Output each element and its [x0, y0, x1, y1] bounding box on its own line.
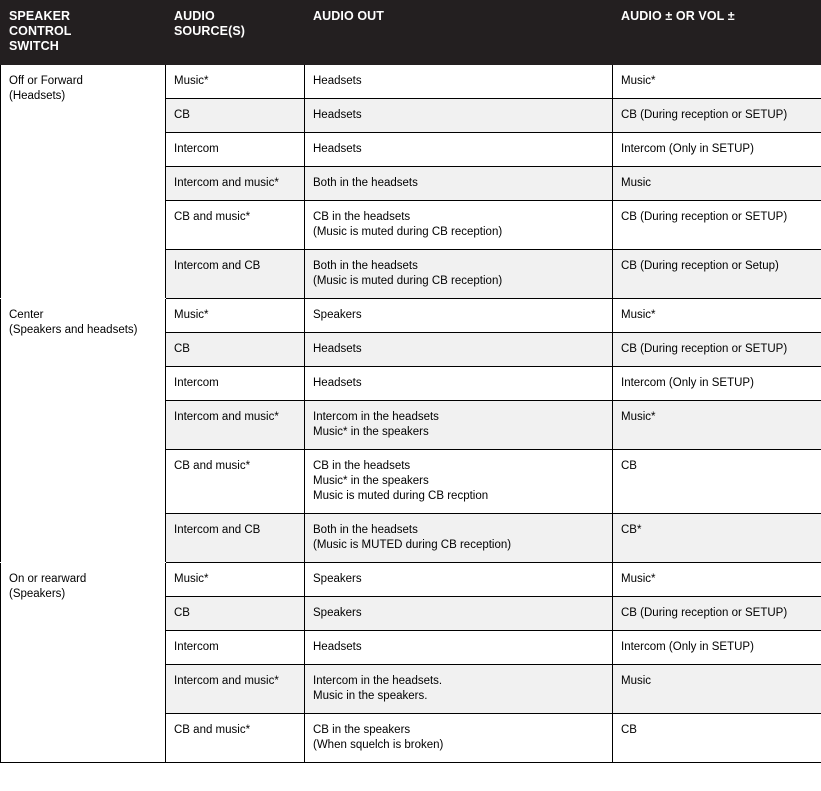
header-line: SPEAKER	[9, 9, 71, 23]
cell-line: Intercom in the headsets	[313, 411, 439, 423]
cell-audio-vol	[613, 99, 821, 133]
cell-line: Intercom (Only in SETUP)	[621, 641, 754, 653]
header-line: AUDIO	[174, 9, 215, 23]
cell-audio-vol	[613, 665, 821, 714]
cell-line: CB	[174, 607, 190, 619]
cell-audio-source	[166, 597, 305, 631]
cell-line: Speakers	[313, 573, 362, 585]
cell-line: Both in the headsets	[313, 524, 418, 536]
cell-audio-out	[305, 65, 613, 99]
cell-line: Both in the headsets	[313, 177, 418, 189]
cell-audio-out	[305, 401, 613, 450]
table-header-row	[1, 1, 821, 65]
cell-line: Intercom and music*	[174, 411, 279, 423]
group-label-on-or-rearward	[1, 563, 166, 763]
cell-line: CB and music*	[174, 460, 251, 472]
cell-audio-vol	[613, 65, 821, 99]
cell-audio-vol	[613, 450, 821, 514]
cell-audio-source	[166, 450, 305, 514]
cell-audio-vol	[613, 563, 821, 597]
cell-audio-out	[305, 167, 613, 201]
cell-audio-out	[305, 367, 613, 401]
cell-audio-out	[305, 99, 613, 133]
cell-audio-out	[305, 631, 613, 665]
cell-audio-source	[166, 167, 305, 201]
cell-line: CB in the speakers	[313, 724, 411, 736]
cell-audio-source	[166, 133, 305, 167]
cell-line: (Music is muted during CB reception)	[313, 226, 503, 238]
cell-audio-vol	[613, 401, 821, 450]
cell-line: CB (During reception or SETUP)	[621, 343, 788, 355]
cell-line: CB (During reception or Setup)	[621, 260, 779, 272]
cell-line: CB	[174, 109, 190, 121]
cell-line: Both in the headsets	[313, 260, 418, 272]
group-label-line: Center	[9, 309, 44, 321]
cell-audio-out	[305, 665, 613, 714]
cell-audio-source	[166, 99, 305, 133]
cell-line: Intercom and music*	[174, 177, 279, 189]
cell-line: CB	[174, 343, 190, 355]
table-body	[1, 65, 821, 763]
header-line: AUDIO ± OR VOL ±	[621, 9, 735, 23]
cell-audio-vol	[613, 167, 821, 201]
cell-line: Music*	[621, 573, 656, 585]
table-row	[1, 65, 821, 99]
cell-line: CB	[621, 724, 637, 736]
cell-audio-out	[305, 514, 613, 563]
cell-line: Headsets	[313, 343, 362, 355]
cell-line: Intercom	[174, 641, 219, 653]
header-line: AUDIO OUT	[313, 9, 385, 23]
cell-line: Music*	[621, 75, 656, 87]
cell-audio-out	[305, 133, 613, 167]
cell-line: Music*	[621, 411, 656, 423]
cell-audio-source	[166, 299, 305, 333]
cell-line: Headsets	[313, 641, 362, 653]
cell-audio-vol	[613, 367, 821, 401]
group-label-line: (Speakers)	[9, 588, 66, 600]
cell-line: Music	[621, 675, 652, 687]
cell-audio-source	[166, 631, 305, 665]
cell-line: Headsets	[313, 377, 362, 389]
table-header	[1, 1, 821, 65]
cell-audio-vol	[613, 514, 821, 563]
cell-audio-out	[305, 333, 613, 367]
cell-audio-source	[166, 250, 305, 299]
group-label-line: (Speakers and headsets)	[9, 324, 138, 336]
column-header-audio-sources	[166, 1, 305, 65]
header-line: SWITCH	[9, 39, 59, 53]
cell-line: CB (During reception or SETUP)	[621, 211, 788, 223]
cell-line: Headsets	[313, 109, 362, 121]
cell-audio-vol	[613, 201, 821, 250]
cell-audio-out	[305, 597, 613, 631]
cell-audio-vol	[613, 250, 821, 299]
cell-line: Music*	[174, 573, 209, 585]
cell-line: Music*	[621, 309, 656, 321]
cell-line: Intercom and CB	[174, 260, 261, 272]
cell-audio-source	[166, 665, 305, 714]
cell-line: Intercom and CB	[174, 524, 261, 536]
header-line: CONTROL	[9, 24, 72, 38]
cell-audio-vol	[613, 333, 821, 367]
cell-line: Music* in the speakers	[313, 426, 429, 438]
cell-line: Music* in the speakers	[313, 475, 429, 487]
cell-line: Intercom	[174, 377, 219, 389]
cell-line: Intercom (Only in SETUP)	[621, 377, 754, 389]
cell-line: Intercom (Only in SETUP)	[621, 143, 754, 155]
cell-line: Headsets	[313, 75, 362, 87]
cell-audio-vol	[613, 597, 821, 631]
cell-line: Intercom	[174, 143, 219, 155]
group-label-line: (Headsets)	[9, 90, 66, 102]
cell-line: CB and music*	[174, 211, 251, 223]
column-header-audio-out	[305, 1, 613, 65]
cell-audio-out	[305, 450, 613, 514]
cell-line: Speakers	[313, 309, 362, 321]
cell-line: Music	[621, 177, 652, 189]
cell-audio-out	[305, 299, 613, 333]
cell-audio-source	[166, 401, 305, 450]
cell-audio-out	[305, 250, 613, 299]
column-header-speaker-control-switch	[1, 1, 166, 65]
cell-line: CB in the headsets	[313, 460, 411, 472]
cell-audio-vol	[613, 133, 821, 167]
cell-line: CB	[621, 460, 637, 472]
column-header-audio-or-vol	[613, 1, 821, 65]
cell-audio-source	[166, 367, 305, 401]
cell-line: CB (During reception or SETUP)	[621, 109, 788, 121]
cell-line: Music in the speakers.	[313, 690, 428, 702]
group-label-off-or-forward	[1, 65, 166, 299]
cell-audio-vol	[613, 631, 821, 665]
cell-line: Headsets	[313, 143, 362, 155]
cell-line: CB*	[621, 524, 642, 536]
cell-audio-source	[166, 563, 305, 597]
cell-line: Intercom and music*	[174, 675, 279, 687]
cell-line: Speakers	[313, 607, 362, 619]
header-line: SOURCE(S)	[174, 24, 246, 38]
cell-line: (Music is MUTED during CB reception)	[313, 539, 512, 551]
group-label-center	[1, 299, 166, 563]
cell-audio-vol	[613, 299, 821, 333]
table-row	[1, 299, 821, 333]
cell-line: Music*	[174, 309, 209, 321]
cell-audio-source	[166, 333, 305, 367]
cell-audio-source	[166, 65, 305, 99]
cell-line: Music*	[174, 75, 209, 87]
cell-audio-vol	[613, 714, 821, 763]
group-label-line: Off or Forward	[9, 75, 83, 87]
cell-audio-source	[166, 714, 305, 763]
cell-audio-source	[166, 514, 305, 563]
cell-line: (When squelch is broken)	[313, 739, 444, 751]
group-label-line: On or rearward	[9, 573, 87, 585]
cell-line: Music is muted during CB recption	[313, 490, 489, 502]
cell-audio-source	[166, 201, 305, 250]
cell-line: Intercom in the headsets.	[313, 675, 443, 687]
cell-line: CB in the headsets	[313, 211, 411, 223]
cell-line: CB and music*	[174, 724, 251, 736]
table-row	[1, 563, 821, 597]
cell-audio-out	[305, 714, 613, 763]
cell-audio-out	[305, 201, 613, 250]
cell-audio-out	[305, 563, 613, 597]
cell-line: CB (During reception or SETUP)	[621, 607, 788, 619]
cell-line: (Music is muted during CB reception)	[313, 275, 503, 287]
